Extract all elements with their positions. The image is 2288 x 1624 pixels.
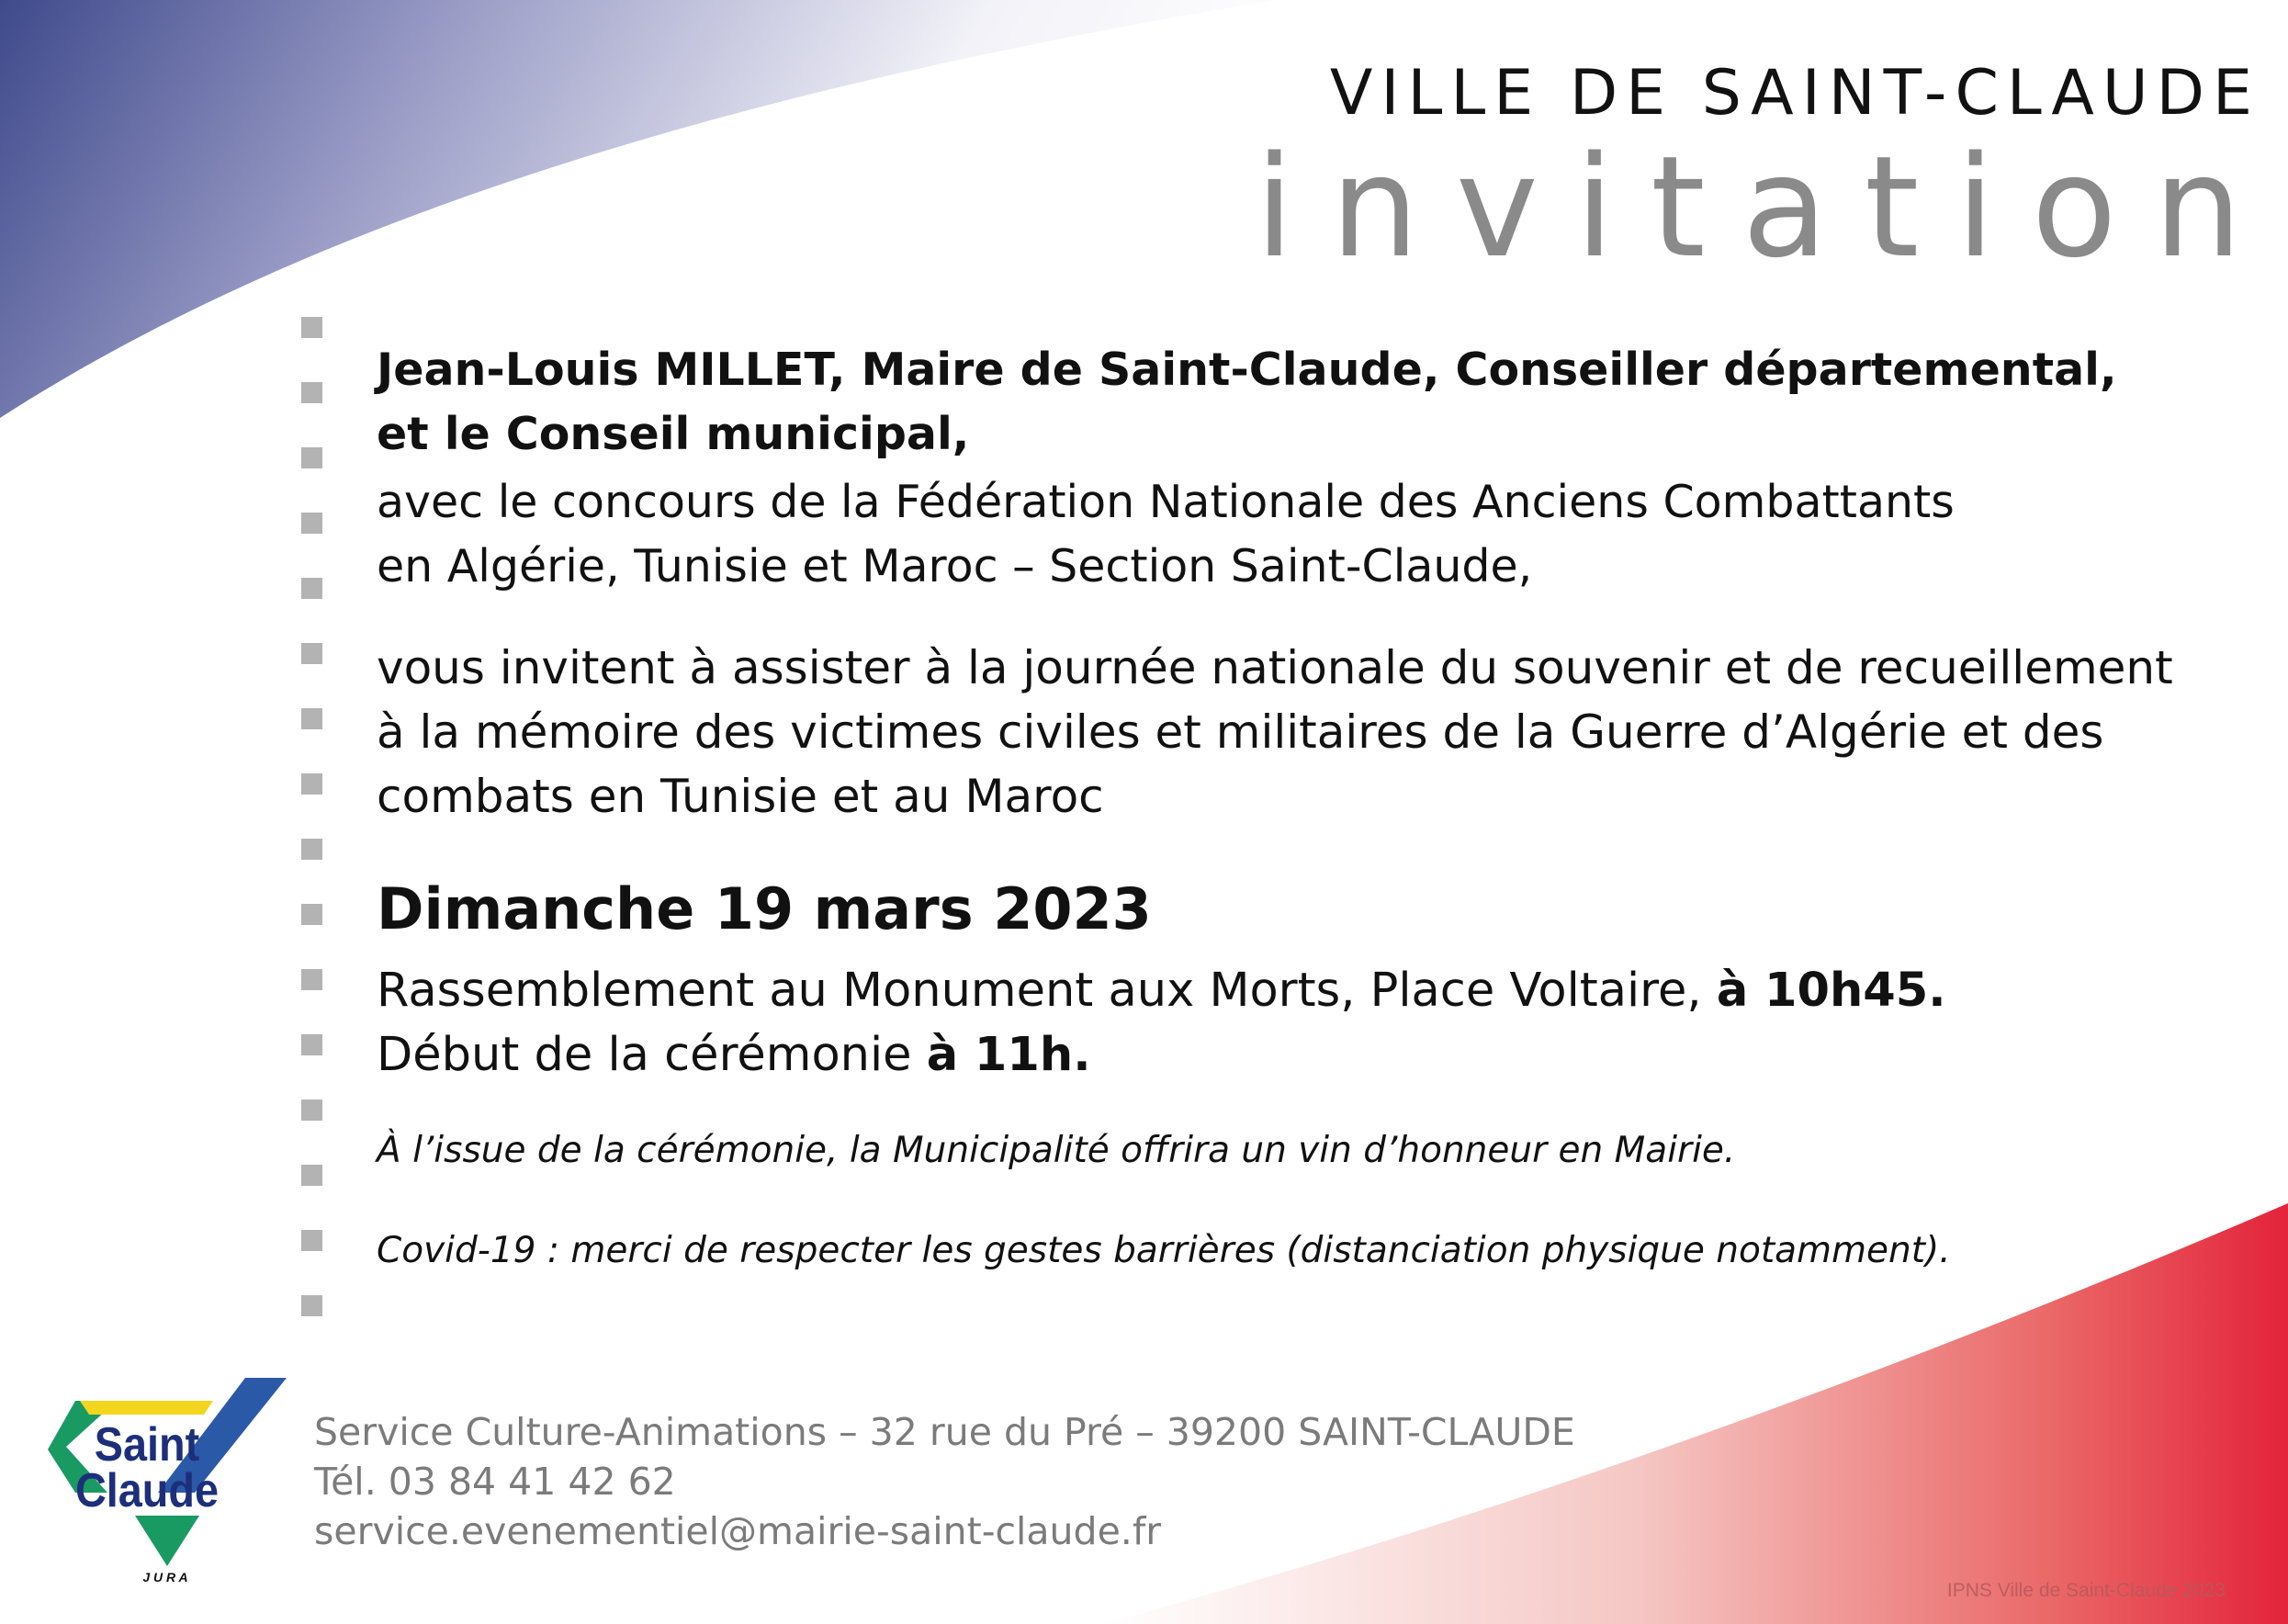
bullet-square: [301, 1230, 322, 1251]
host-line-2: et le Conseil municipal,: [377, 408, 970, 460]
bullet-square: [301, 969, 322, 990]
invitation-line-3: combats en Tunisie et au Maroc: [377, 770, 1104, 823]
bullet-square: [301, 904, 322, 925]
ceremony-text: Début de la cérémonie: [377, 1028, 927, 1082]
bullet-square: [301, 578, 322, 599]
city-heading: VILLE DE SAINT-CLAUDE: [1329, 57, 2260, 130]
event-date: Dimanche 19 mars 2023: [377, 875, 1152, 942]
ceremony-time: à 11h.: [926, 1028, 1091, 1082]
logo-text-jura: J U R A: [142, 1570, 188, 1585]
bullet-square: [301, 317, 322, 338]
bullet-square: [301, 839, 322, 860]
gathering-time: à 10h45.: [1716, 964, 1946, 1018]
invitation-body: [377, 338, 2232, 1274]
saint-claude-logo: [48, 1378, 296, 1585]
association-line-2: en Algérie, Tunisie et Maroc – Section Saint-Claude,: [377, 540, 1533, 592]
bullet-square: [301, 643, 322, 664]
schedule-block: [377, 959, 2232, 1088]
invitation-title: invitation: [1255, 126, 2279, 288]
logo-yellow-bar: [80, 1401, 213, 1415]
reception-note: À l’issue de la cérémonie, la Municipalité offrira un vin d’honneur en Mairie.: [377, 1130, 1736, 1171]
logo-text-saint: Saint: [94, 1417, 200, 1472]
host-block: [377, 338, 2232, 467]
bullet-square: [301, 708, 322, 729]
gathering-line: [377, 959, 2232, 1023]
bullet-square: [301, 1100, 322, 1121]
ceremony-line: [377, 1023, 2232, 1088]
gathering-text: Rassemblement au Monument aux Morts, Place Voltaire,: [377, 964, 1717, 1018]
ipns-credit: IPNS Ville de Saint-Claude 2023: [1946, 1580, 2226, 1601]
bullet-square: [301, 1165, 322, 1186]
logo-teal-triangle: [135, 1516, 199, 1566]
bullet-square: [301, 513, 322, 534]
contact-footer: [314, 1407, 1575, 1556]
bullet-square: [301, 447, 322, 468]
footer-email: service.evenementiel@mairie-saint-claude.fr: [314, 1509, 1162, 1553]
bullet-square: [301, 1295, 322, 1316]
host-line-1: Jean-Louis MILLET, Maire de Saint-Claude, Conseiller départemental,: [377, 344, 2117, 396]
invitation-line-2: à la mémoire des victimes civiles et militaires de la Guerre d’Algérie et des: [377, 705, 2104, 759]
logo-text-claude: Claude: [75, 1463, 219, 1517]
invitation-line-1: vous invitent à assister à la journée nationale du souvenir et de recueillement: [377, 641, 2173, 694]
association-line-1: avec le concours de la Fédération Nationale des Anciens Combattants: [377, 476, 1955, 528]
footer-address: Service Culture-Animations – 32 rue du Pré – 39200 SAINT-CLAUDE: [314, 1410, 1575, 1454]
bullet-square: [301, 773, 322, 795]
bullet-square: [301, 382, 322, 403]
footer-phone: Tél. 03 84 41 42 62: [314, 1460, 676, 1504]
invitation-text: [377, 636, 2232, 829]
bullet-square: [301, 1034, 322, 1055]
association-block: [377, 470, 2232, 599]
covid-note: Covid-19 : merci de respecter les gestes barrières (distanciation physique notamment).: [377, 1230, 1951, 1271]
